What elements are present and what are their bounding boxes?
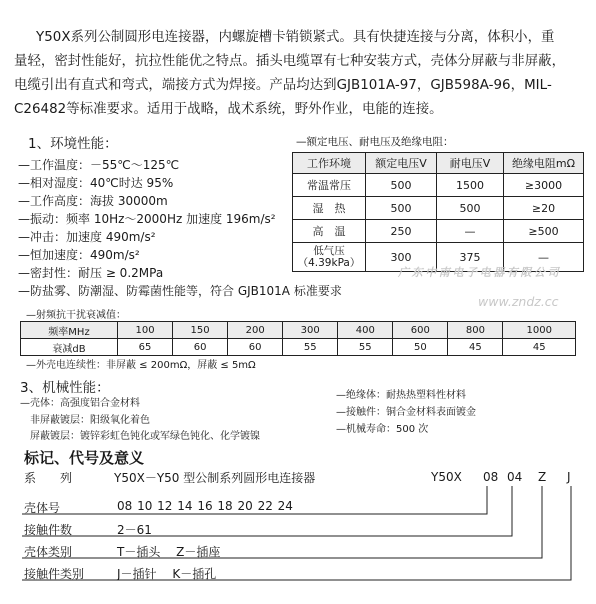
code-row-value: J－插针 K－插孔 xyxy=(117,567,217,581)
env-spec-item: —振动：频率 10Hz～2000Hz 加速度 196m/s² xyxy=(18,212,276,226)
voltage-cell: 1500 xyxy=(437,174,504,197)
mech-spec-item: —接触件：铜合金材料表面镀金 xyxy=(336,407,476,418)
rf-cell: 400 xyxy=(338,322,393,339)
intro-line: 量轻，密封性能好，抗拉性能优之特点。插头电缆罩有七种安装方式，壳体分屏蔽与非屏蔽， xyxy=(14,54,566,69)
rf-cell: 200 xyxy=(228,322,283,339)
rf-cell: 衰减dB xyxy=(21,339,118,356)
voltage-cell: 300 xyxy=(366,243,437,272)
shell-continuity-spec: —外壳电连续性：非屏蔽 ≤ 200mΩ，屏蔽 ≤ 5mΩ xyxy=(26,360,256,371)
series-value: Y50X－Y50 型公制系列圆形电连接器 xyxy=(114,471,316,485)
env-spec-item: —密封性：耐压 ≥ 0.2MPa xyxy=(18,266,164,280)
website-watermark: www.zndz.cc xyxy=(478,294,559,309)
voltage-cell: — xyxy=(437,220,504,243)
code-row-value: T－插头 Z－插座 xyxy=(117,545,221,559)
intro-line: C26482等标准要求。适用于战略，战术系统，野外作业，电能的连接。 xyxy=(14,102,443,117)
voltage-col-header: 额定电压V xyxy=(366,153,437,174)
voltage-cell: 湿 热 xyxy=(293,197,366,220)
code-row-value: 2－61 xyxy=(117,523,152,537)
rf-cell: 150 xyxy=(173,322,228,339)
env-spec-item: —工作温度：－55℃～125℃ xyxy=(18,158,180,172)
mech-spec-item: —机械寿命：500 次 xyxy=(336,424,429,435)
voltage-cell: 250 xyxy=(366,220,437,243)
voltage-cell: 500 xyxy=(366,197,437,220)
voltage-col-header: 工作环境 xyxy=(293,153,366,174)
rf-cell: 300 xyxy=(283,322,338,339)
intro-line: 电缆引出有直式和弯式，端接方式为焊接。产品均达到GJB101A-97，GJB598A-96，MIL- xyxy=(14,78,552,93)
voltage-cell: 常温常压 xyxy=(293,174,366,197)
rf-cell: 55 xyxy=(338,339,393,356)
voltage-cell: 高 温 xyxy=(293,220,366,243)
rf-cell: 800 xyxy=(448,322,503,339)
contact-type-leader xyxy=(22,486,571,580)
mech-section-title: 3、机械性能： xyxy=(20,380,110,396)
code-part: Z xyxy=(538,470,547,484)
mech-spec-item: —绝缘体：耐热热塑料性材料 xyxy=(336,390,466,401)
voltage-cell: ≥20 xyxy=(504,197,584,220)
company-watermark: 广东中南电子电器有限公司 xyxy=(398,266,562,279)
code-row-label: 接触件类别 xyxy=(24,567,85,581)
rf-cell: 1000 xyxy=(503,322,576,339)
code-row-value: 08 10 12 14 16 18 20 22 24 xyxy=(117,499,293,513)
rf-cell: 50 xyxy=(393,339,448,356)
code-part: 08 xyxy=(483,470,499,484)
code-row-label: 壳体类别 xyxy=(24,545,73,559)
voltage-table-title: —额定电压、耐电压及绝缘电阻： xyxy=(296,136,454,148)
mech-spec-item: 屏蔽镀层：镀锌彩虹色钝化或军绿色钝化、化学镀镍 xyxy=(20,431,260,442)
marking-section-title: 标记、代号及意义 xyxy=(24,449,145,467)
rf-cell: 600 xyxy=(393,322,448,339)
voltage-col-header: 绝缘电阻mΩ xyxy=(504,153,584,174)
rf-cell: 60 xyxy=(228,339,283,356)
voltage-cell: 375 xyxy=(437,243,504,272)
code-part: 04 xyxy=(507,470,523,484)
code-row-label: 接触件数 xyxy=(24,523,73,537)
voltage-cell: 低气压 （4.39kPa） xyxy=(293,243,366,272)
rf-cell: 55 xyxy=(283,339,338,356)
rf-cell: 100 xyxy=(118,322,173,339)
mech-spec-item: 非屏蔽镀层：阳级氧化着色 xyxy=(20,414,150,426)
rf-cell: 65 xyxy=(118,339,173,356)
rf-cell: 频率MHz xyxy=(21,322,118,339)
intro-line: Y50X系列公制圆形电连接器，内螺旋槽卡销锁紧式。具有快捷连接与分离，体积小，重 xyxy=(36,30,555,45)
env-section-title: 1、环境性能： xyxy=(28,136,118,152)
voltage-col-header: 耐电压V xyxy=(437,153,504,174)
code-part: Y50X xyxy=(431,470,462,484)
code-part: J xyxy=(567,470,571,484)
rf-cell: 60 xyxy=(173,339,228,356)
env-spec-item: —恒加速度：490m/s² xyxy=(18,248,140,262)
code-row-label: 壳体号 xyxy=(24,501,61,515)
rf-cell: 45 xyxy=(503,339,576,356)
voltage-cell: ≥3000 xyxy=(504,174,584,197)
rf-table-title: —射频抗干扰衰减值： xyxy=(26,310,126,321)
mech-spec-item: —壳体：高强度铝合金材料 xyxy=(20,398,140,409)
voltage-cell: ≥500 xyxy=(504,220,584,243)
env-spec-item: —防盐雾、防潮湿、防霉菌性能等，符合 GJB101A 标准要求 xyxy=(18,284,342,298)
voltage-cell: — xyxy=(504,243,584,272)
env-spec-item: —相对湿度：40℃时达 95% xyxy=(18,176,174,190)
env-spec-item: —冲击：加速度 490m/s² xyxy=(18,230,156,244)
voltage-cell: 500 xyxy=(437,197,504,220)
voltage-cell: 500 xyxy=(366,174,437,197)
series-label: 系 列 xyxy=(24,471,73,485)
shell-type-leader xyxy=(22,486,542,558)
env-spec-item: —工作高度：海拔 30000m xyxy=(18,194,168,208)
rf-cell: 45 xyxy=(448,339,503,356)
